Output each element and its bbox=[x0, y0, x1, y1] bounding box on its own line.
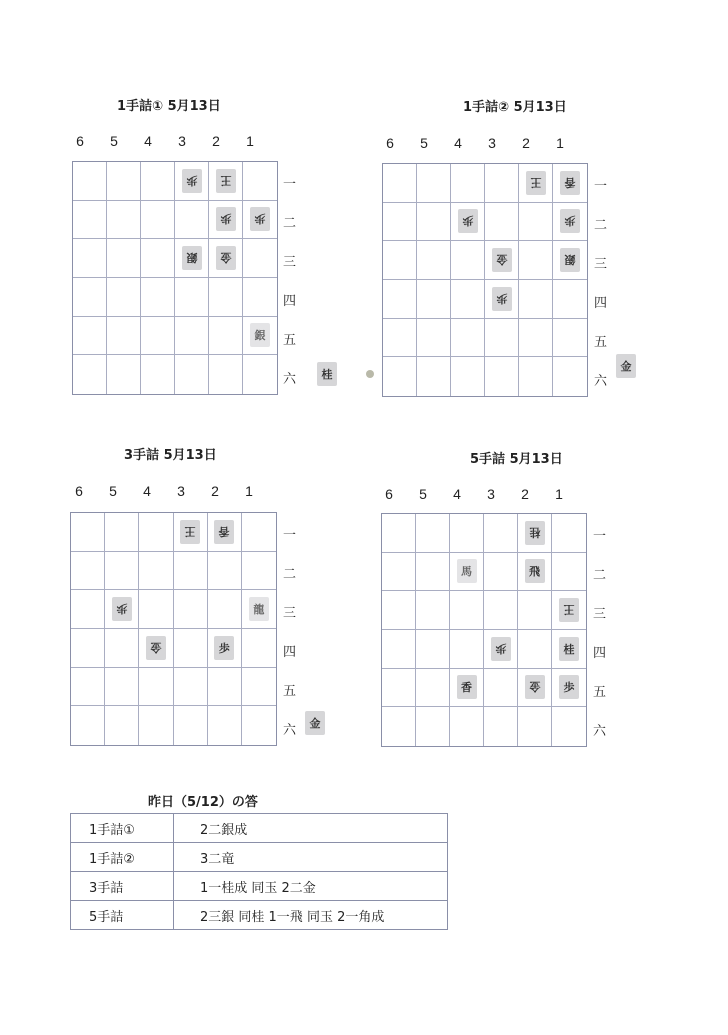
shogi-piece: 王 bbox=[180, 520, 200, 544]
board-square bbox=[519, 280, 553, 319]
puzzle-title: 3手詰 5月13日 bbox=[124, 448, 217, 463]
board-square bbox=[242, 706, 276, 745]
board-square bbox=[417, 164, 451, 203]
board-square bbox=[141, 278, 175, 317]
board-square bbox=[451, 357, 485, 396]
board-square bbox=[208, 706, 242, 745]
board-square bbox=[243, 317, 277, 356]
board-square bbox=[383, 203, 417, 242]
board-square bbox=[484, 707, 518, 746]
board-square bbox=[417, 241, 451, 280]
answer-row bbox=[71, 901, 448, 930]
shogi-piece: 飛 bbox=[525, 559, 545, 583]
column-label: 2 bbox=[522, 135, 530, 151]
shogi-piece: 香 bbox=[214, 520, 234, 544]
shogi-piece: 香 bbox=[457, 675, 477, 699]
board-square bbox=[518, 707, 552, 746]
board-square bbox=[519, 203, 553, 242]
shogi-piece: 王 bbox=[216, 169, 236, 193]
board-square bbox=[451, 164, 485, 203]
column-label: 6 bbox=[75, 483, 83, 499]
board-square bbox=[485, 203, 519, 242]
shogi-piece: 王 bbox=[559, 598, 579, 622]
board-square bbox=[485, 280, 519, 319]
row-label: 一 bbox=[594, 179, 608, 194]
shogi-piece: 歩 bbox=[182, 169, 202, 193]
row-label: 二 bbox=[593, 568, 607, 583]
board-square bbox=[416, 514, 450, 553]
board-square bbox=[451, 203, 485, 242]
board-square bbox=[518, 591, 552, 630]
board-square bbox=[553, 357, 587, 396]
board-square bbox=[209, 239, 243, 278]
board-square bbox=[382, 514, 416, 553]
board-square bbox=[141, 355, 175, 394]
answer-name: 1手詰① bbox=[71, 814, 174, 843]
board-square bbox=[450, 630, 484, 669]
column-label: 5 bbox=[420, 135, 428, 151]
shogi-piece: 桂 bbox=[525, 521, 545, 545]
board-square bbox=[484, 630, 518, 669]
shogi-piece: 金 bbox=[216, 246, 236, 270]
board-square bbox=[141, 201, 175, 240]
board-square bbox=[416, 591, 450, 630]
board-square bbox=[553, 319, 587, 358]
row-label: 四 bbox=[594, 296, 608, 311]
shogi-piece: 銀 bbox=[560, 248, 580, 272]
board-square bbox=[139, 629, 173, 668]
column-label: 6 bbox=[385, 486, 393, 502]
board-square bbox=[382, 630, 416, 669]
board-square bbox=[105, 629, 139, 668]
board-square bbox=[552, 514, 586, 553]
board-square bbox=[450, 553, 484, 592]
board-square bbox=[208, 513, 242, 552]
board-square bbox=[107, 317, 141, 356]
column-label: 1 bbox=[245, 483, 253, 499]
board-square bbox=[175, 239, 209, 278]
puzzle-title: 1手詰① 5月13日 bbox=[117, 99, 221, 114]
board-square bbox=[107, 355, 141, 394]
row-label: 一 bbox=[593, 529, 607, 544]
row-label: 六 bbox=[283, 372, 297, 387]
board-square bbox=[208, 668, 242, 707]
board-square bbox=[174, 513, 208, 552]
board-square bbox=[553, 241, 587, 280]
board-square bbox=[242, 590, 276, 629]
column-label: 4 bbox=[453, 486, 461, 502]
board-square bbox=[175, 162, 209, 201]
board-square bbox=[485, 164, 519, 203]
board-square bbox=[107, 162, 141, 201]
board-square bbox=[450, 591, 484, 630]
row-label: 五 bbox=[283, 333, 297, 348]
row-label: 六 bbox=[594, 374, 608, 389]
board-square bbox=[73, 317, 107, 356]
board-square bbox=[553, 203, 587, 242]
board-square bbox=[518, 630, 552, 669]
board-square bbox=[485, 357, 519, 396]
board-square bbox=[107, 278, 141, 317]
shogi-board bbox=[381, 513, 587, 747]
row-label: 二 bbox=[594, 218, 608, 233]
answer-name: 5手詰 bbox=[71, 901, 174, 930]
column-label: 5 bbox=[110, 133, 118, 149]
shogi-piece: 歩 bbox=[112, 597, 132, 621]
board-square bbox=[139, 590, 173, 629]
board-square bbox=[105, 668, 139, 707]
board-square bbox=[519, 357, 553, 396]
shogi-piece: 歩 bbox=[458, 209, 478, 233]
board-square bbox=[552, 630, 586, 669]
row-label: 五 bbox=[593, 685, 607, 700]
board-square bbox=[71, 668, 105, 707]
answer-row bbox=[71, 872, 448, 901]
board-square bbox=[382, 591, 416, 630]
board-square bbox=[382, 669, 416, 708]
answers-title: 昨日（5/12）の答 bbox=[148, 795, 258, 810]
shogi-piece: 歩 bbox=[560, 209, 580, 233]
board-square bbox=[552, 553, 586, 592]
board-square bbox=[175, 201, 209, 240]
row-label: 三 bbox=[283, 606, 297, 621]
row-label: 一 bbox=[283, 177, 297, 192]
board-square bbox=[174, 629, 208, 668]
hand-piece: 金 bbox=[616, 354, 636, 378]
board-square bbox=[382, 553, 416, 592]
board-square bbox=[208, 629, 242, 668]
answer-move: 2三銀 同桂 1一飛 同玉 2一角成 bbox=[174, 901, 448, 930]
shogi-board bbox=[70, 512, 277, 746]
board-square bbox=[107, 239, 141, 278]
puzzle-title: 1手詰② 5月13日 bbox=[463, 100, 567, 115]
board-square bbox=[139, 552, 173, 591]
board-square bbox=[519, 319, 553, 358]
answer-move: 2二銀成 bbox=[174, 814, 448, 843]
board-square bbox=[484, 591, 518, 630]
board-square bbox=[383, 319, 417, 358]
shogi-piece: 金 bbox=[492, 248, 512, 272]
board-square bbox=[450, 707, 484, 746]
board-square bbox=[209, 278, 243, 317]
board-square bbox=[518, 514, 552, 553]
shogi-piece: 金 bbox=[525, 675, 545, 699]
board-square bbox=[552, 591, 586, 630]
row-label: 四 bbox=[283, 645, 297, 660]
board-square bbox=[107, 201, 141, 240]
shogi-piece: 歩 bbox=[250, 207, 270, 231]
board-square bbox=[519, 164, 553, 203]
board-square bbox=[417, 319, 451, 358]
column-label: 2 bbox=[521, 486, 529, 502]
board-square bbox=[141, 239, 175, 278]
board-square bbox=[485, 241, 519, 280]
shogi-piece: 歩 bbox=[559, 675, 579, 699]
shogi-piece: 金 bbox=[146, 636, 166, 660]
column-label: 1 bbox=[555, 486, 563, 502]
board-square bbox=[552, 707, 586, 746]
board-square bbox=[242, 513, 276, 552]
board-square bbox=[209, 355, 243, 394]
row-label: 三 bbox=[594, 257, 608, 272]
shogi-piece: 王 bbox=[526, 171, 546, 195]
hand-piece: 金 bbox=[305, 711, 325, 735]
answer-row bbox=[71, 843, 448, 872]
board-square bbox=[416, 669, 450, 708]
column-label: 6 bbox=[76, 133, 84, 149]
row-label: 五 bbox=[283, 684, 297, 699]
board-square bbox=[242, 668, 276, 707]
board-square bbox=[73, 239, 107, 278]
board-square bbox=[242, 552, 276, 591]
row-label: 三 bbox=[283, 255, 297, 270]
board-square bbox=[141, 162, 175, 201]
board-square bbox=[518, 669, 552, 708]
row-label: 四 bbox=[283, 294, 297, 309]
board-square bbox=[71, 706, 105, 745]
board-square bbox=[105, 513, 139, 552]
column-label: 3 bbox=[178, 133, 186, 149]
board-square bbox=[383, 280, 417, 319]
board-square bbox=[243, 201, 277, 240]
column-label: 6 bbox=[386, 135, 394, 151]
shogi-board bbox=[72, 161, 278, 395]
board-square bbox=[105, 590, 139, 629]
column-label: 5 bbox=[419, 486, 427, 502]
shogi-piece: 馬 bbox=[457, 559, 477, 583]
board-square bbox=[519, 241, 553, 280]
board-square bbox=[383, 357, 417, 396]
column-label: 1 bbox=[556, 135, 564, 151]
row-label: 四 bbox=[593, 646, 607, 661]
answer-name: 3手詰 bbox=[71, 872, 174, 901]
shogi-piece: 銀 bbox=[182, 246, 202, 270]
board-square bbox=[139, 513, 173, 552]
board-square bbox=[242, 629, 276, 668]
board-square bbox=[174, 668, 208, 707]
board-square bbox=[417, 280, 451, 319]
board-square bbox=[243, 162, 277, 201]
row-label: 三 bbox=[593, 607, 607, 622]
shogi-piece: 龍 bbox=[249, 597, 269, 621]
board-square bbox=[174, 590, 208, 629]
answer-move: 1一桂成 同玉 2二金 bbox=[174, 872, 448, 901]
board-square bbox=[416, 630, 450, 669]
board-square bbox=[71, 552, 105, 591]
board-square bbox=[209, 162, 243, 201]
board-square bbox=[553, 164, 587, 203]
row-label: 六 bbox=[593, 724, 607, 739]
board-square bbox=[71, 629, 105, 668]
board-square bbox=[552, 669, 586, 708]
column-label: 1 bbox=[246, 133, 254, 149]
board-square bbox=[209, 201, 243, 240]
board-square bbox=[73, 201, 107, 240]
board-square bbox=[243, 355, 277, 394]
board-square bbox=[383, 164, 417, 203]
board-square bbox=[175, 317, 209, 356]
column-label: 4 bbox=[144, 133, 152, 149]
board-square bbox=[139, 668, 173, 707]
board-square bbox=[105, 706, 139, 745]
answers-table bbox=[70, 813, 448, 930]
board-square bbox=[484, 669, 518, 708]
board-square bbox=[208, 552, 242, 591]
board-square bbox=[139, 706, 173, 745]
board-square bbox=[382, 707, 416, 746]
answer-move: 3二竜 bbox=[174, 843, 448, 872]
row-label: 一 bbox=[283, 528, 297, 543]
shogi-piece: 香 bbox=[560, 171, 580, 195]
board-square bbox=[417, 357, 451, 396]
paper-speck bbox=[366, 370, 374, 378]
board-square bbox=[451, 241, 485, 280]
answer-name: 1手詰② bbox=[71, 843, 174, 872]
row-label: 六 bbox=[283, 723, 297, 738]
board-square bbox=[209, 317, 243, 356]
column-label: 5 bbox=[109, 483, 117, 499]
board-square bbox=[73, 278, 107, 317]
board-square bbox=[451, 280, 485, 319]
shogi-piece: 歩 bbox=[491, 637, 511, 661]
hand-piece: 桂 bbox=[317, 362, 337, 386]
board-square bbox=[450, 669, 484, 708]
row-label: 二 bbox=[283, 216, 297, 231]
board-square bbox=[451, 319, 485, 358]
shogi-piece: 銀 bbox=[250, 323, 270, 347]
board-square bbox=[485, 319, 519, 358]
column-label: 3 bbox=[487, 486, 495, 502]
board-square bbox=[175, 355, 209, 394]
shogi-piece: 歩 bbox=[214, 636, 234, 660]
column-label: 4 bbox=[454, 135, 462, 151]
board-square bbox=[450, 514, 484, 553]
shogi-piece: 桂 bbox=[559, 637, 579, 661]
column-label: 3 bbox=[488, 135, 496, 151]
board-square bbox=[141, 317, 175, 356]
board-square bbox=[174, 706, 208, 745]
board-square bbox=[71, 590, 105, 629]
column-label: 2 bbox=[211, 483, 219, 499]
column-label: 3 bbox=[177, 483, 185, 499]
board-square bbox=[416, 553, 450, 592]
column-label: 4 bbox=[143, 483, 151, 499]
board-square bbox=[71, 513, 105, 552]
board-square bbox=[73, 355, 107, 394]
board-square bbox=[417, 203, 451, 242]
column-label: 2 bbox=[212, 133, 220, 149]
board-square bbox=[243, 239, 277, 278]
row-label: 五 bbox=[594, 335, 608, 350]
shogi-board bbox=[382, 163, 588, 397]
answer-row bbox=[71, 814, 448, 843]
shogi-piece: 歩 bbox=[216, 207, 236, 231]
board-square bbox=[243, 278, 277, 317]
board-square bbox=[174, 552, 208, 591]
board-square bbox=[73, 162, 107, 201]
board-square bbox=[518, 553, 552, 592]
board-square bbox=[105, 552, 139, 591]
board-square bbox=[383, 241, 417, 280]
board-square bbox=[484, 553, 518, 592]
row-label: 二 bbox=[283, 567, 297, 582]
board-square bbox=[175, 278, 209, 317]
board-square bbox=[416, 707, 450, 746]
board-square bbox=[484, 514, 518, 553]
board-square bbox=[208, 590, 242, 629]
board-square bbox=[553, 280, 587, 319]
puzzle-title: 5手詰 5月13日 bbox=[470, 452, 563, 467]
shogi-piece: 歩 bbox=[492, 287, 512, 311]
